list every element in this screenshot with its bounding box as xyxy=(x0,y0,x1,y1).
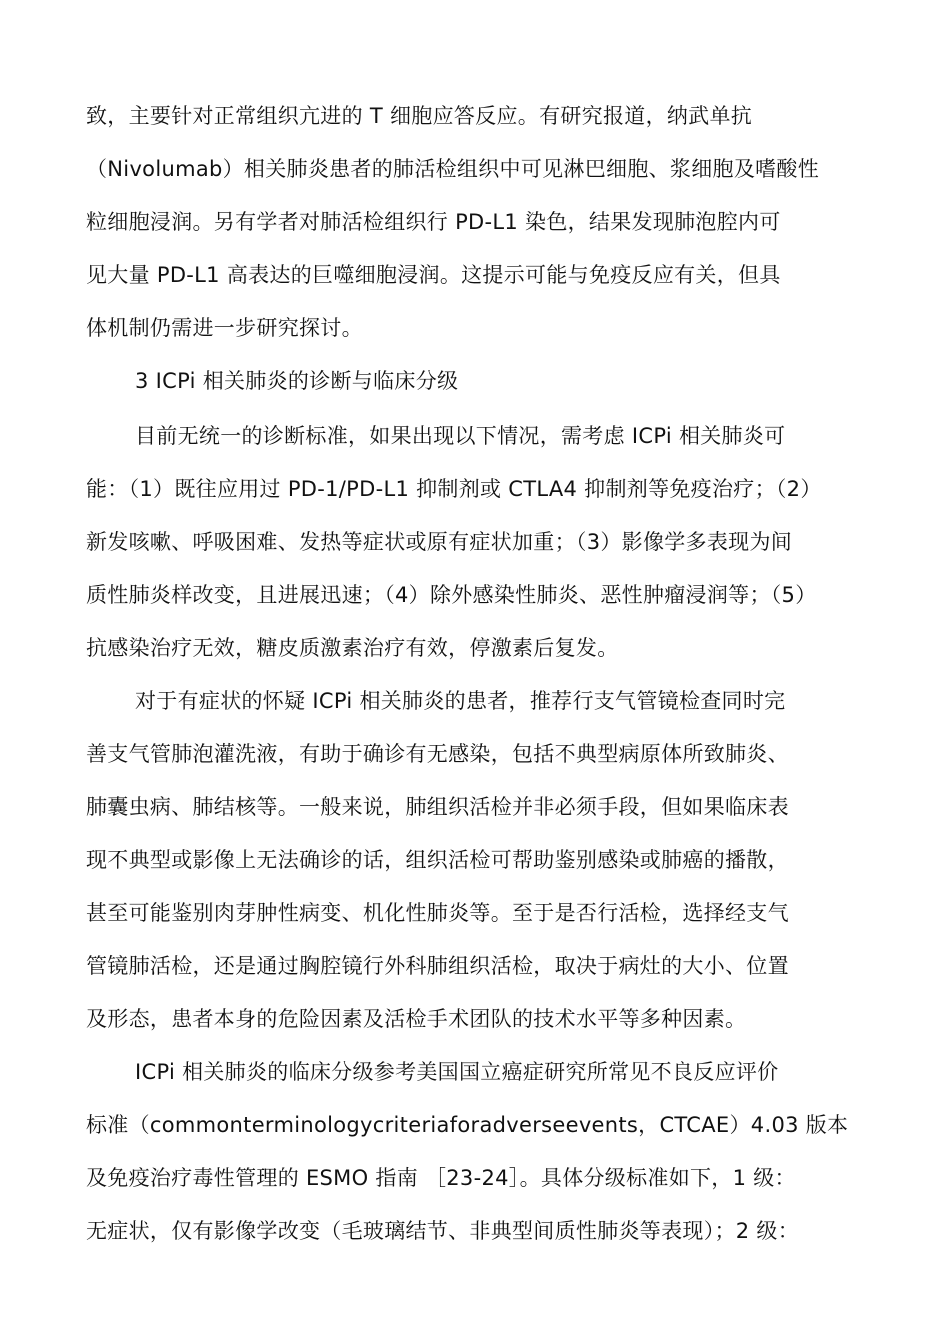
text-line: 甚至可能鉴别肉芽肿性病变、机化性肺炎等。至于是否行活检，选择经支气 xyxy=(86,901,789,925)
text-line: 致，主要针对正常组织亢进的 T 细胞应答反应。有研究报道，纳武单抗 xyxy=(86,104,753,128)
text-line: 质性肺炎样改变，且进展迅速；（4）除外感染性肺炎、恶性肿瘤浸润等；（5） xyxy=(86,583,817,607)
paragraph-first-line: ICPi 相关肺炎的临床分级参考美国国立癌症研究所常见不良反应评价 xyxy=(135,1060,779,1084)
text-line: 现不典型或影像上无法确诊的话，组织活检可帮助鉴别感染或肺癌的播散， xyxy=(86,848,789,872)
text-line: 肺囊虫病、肺结核等。一般来说，肺组织活检并非必须手段，但如果临床表 xyxy=(86,795,789,819)
paragraph-first-line: 目前无统一的诊断标准，如果出现以下情况，需考虑 ICPi 相关肺炎可 xyxy=(135,424,786,448)
text-line: 能：（1）既往应用过 PD-1/PD-L1 抑制剂或 CTLA4 抑制剂等免疫治疗；（2） xyxy=(86,477,822,501)
text-line: 及形态，患者本身的危险因素及活检手术团队的技术水平等多种因素。 xyxy=(86,1007,747,1031)
text-line: 无症状，仅有影像学改变（毛玻璃结节、非典型间质性肺炎等表现）；2 级： xyxy=(86,1219,800,1243)
text-line: 标准（commonterminologycriteriaforadverseevents，CTCAE）4.03 版本 xyxy=(86,1113,849,1137)
text-line: 体机制仍需进一步研究探讨。 xyxy=(86,316,363,340)
text-line: 新发咳嗽、呼吸困难、发热等症状或原有症状加重；（3）影像学多表现为间 xyxy=(86,530,793,554)
text-line: 见大量 PD-L1 高表达的巨噬细胞浸润。这提示可能与免疫反应有关，但具 xyxy=(86,263,781,287)
text-line: 抗感染治疗无效，糖皮质激素治疗有效，停激素后复发。 xyxy=(86,636,619,660)
section-heading: 3 ICPi 相关肺炎的诊断与临床分级 xyxy=(135,369,459,393)
text-line: 管镜肺活检，还是通过胸腔镜行外科肺组织活检，取决于病灶的大小、位置 xyxy=(86,954,789,978)
text-line: 及免疫治疗毒性管理的 ESMO 指南 ［23-24］。具体分级标准如下，1 级： xyxy=(86,1166,796,1190)
paragraph-first-line: 对于有症状的怀疑 ICPi 相关肺炎的患者，推荐行支气管镜检查同时完 xyxy=(135,689,786,713)
text-line: 善支气管肺泡灌洗液，有助于确诊有无感染，包括不典型病原体所致肺炎、 xyxy=(86,742,789,766)
text-line: （Nivolumab）相关肺炎患者的肺活检组织中可见淋巴细胞、浆细胞及嗜酸性 xyxy=(86,157,820,181)
text-line: 粒细胞浸润。另有学者对肺活检组织行 PD-L1 染色，结果发现肺泡腔内可 xyxy=(86,210,781,234)
